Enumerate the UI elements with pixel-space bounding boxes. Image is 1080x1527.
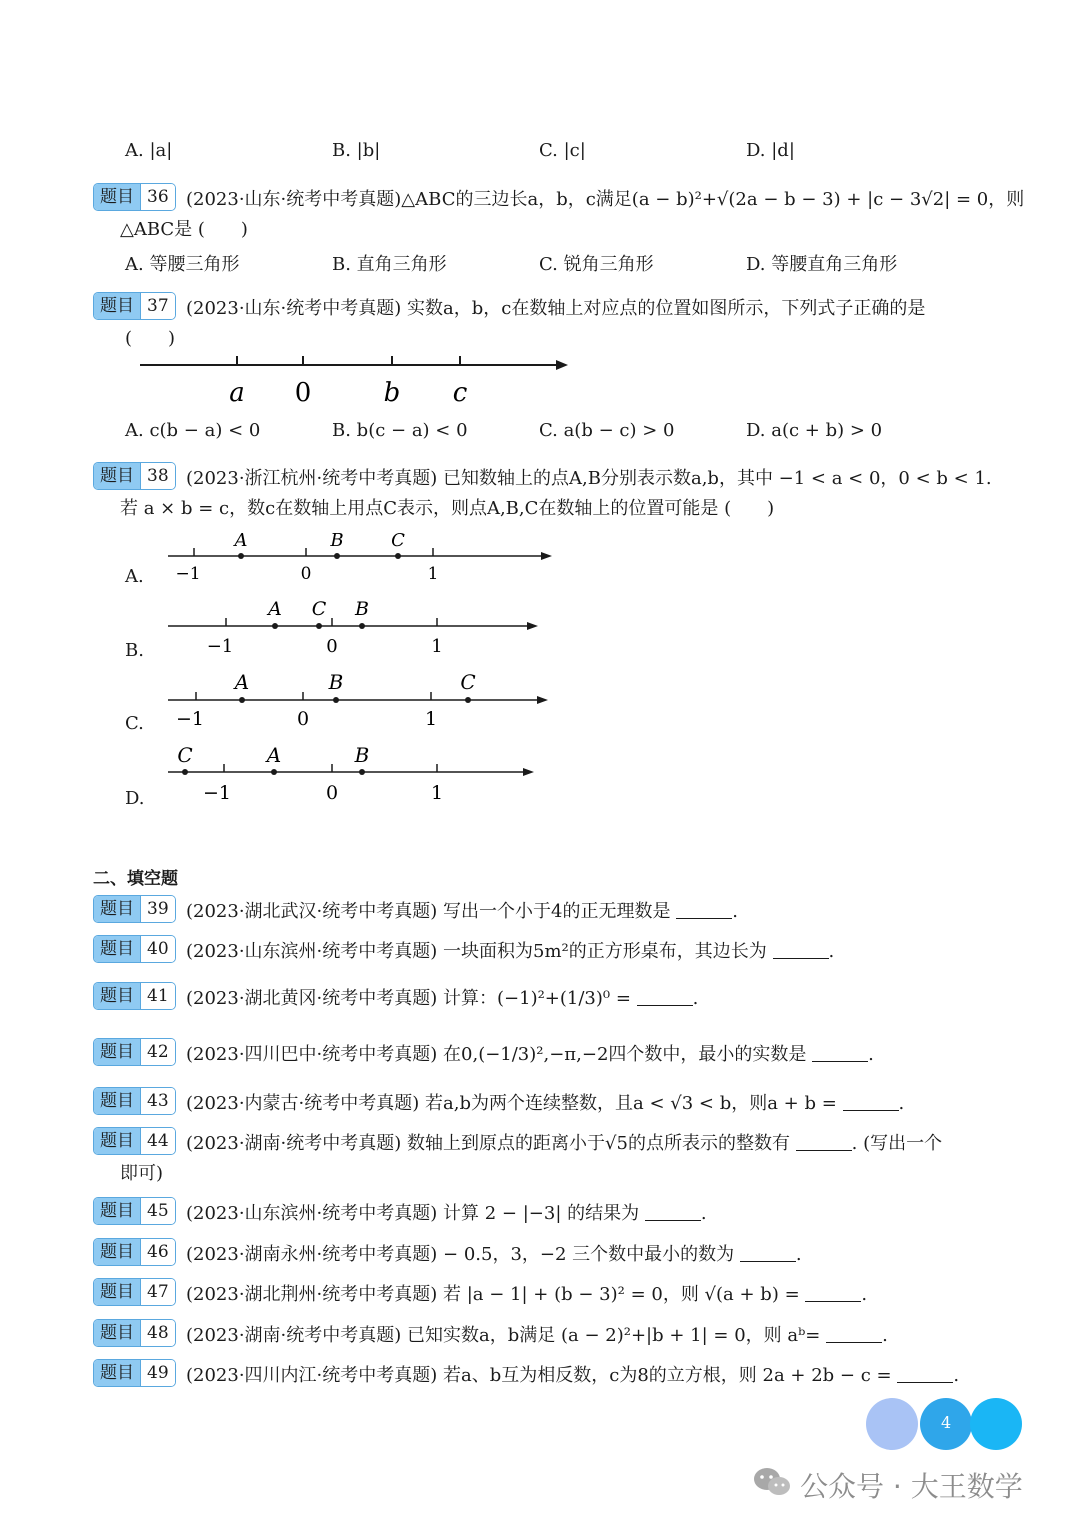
- question-tag-44: [93, 1127, 176, 1155]
- question-tag-38: [93, 462, 176, 490]
- question-tag-42: [93, 1038, 176, 1066]
- question-tag-40: [93, 935, 176, 963]
- q36-stem-cont: △ABC是 ( ): [120, 219, 248, 240]
- q38-option-a-label: A.: [125, 566, 144, 587]
- tick-one: 1: [431, 636, 443, 657]
- wechat-icon: [752, 1466, 792, 1498]
- q43-post: .: [898, 1093, 905, 1114]
- tag-number: 44: [140, 1128, 175, 1154]
- answer-blank[interactable]: [645, 1219, 701, 1221]
- point-b: B: [330, 530, 344, 551]
- q48-text: (2023·湖南·统考中考真题) 已知实数a，b满足 (a − 2)²+|b + 1| = 0，则 aᵇ=: [186, 1325, 821, 1346]
- point-c: C: [460, 670, 476, 694]
- q37-option-d: D. a(c + b) > 0: [746, 420, 883, 441]
- q45-stem: [186, 1199, 707, 1225]
- q43-text: (2023·内蒙古·统考中考真题) 若a,b为两个连续整数，且a < √3 < b，则a + b =: [186, 1093, 837, 1114]
- tag-label: 题目: [94, 184, 140, 210]
- answer-blank[interactable]: [637, 1004, 693, 1006]
- q38-option-b-label: B.: [125, 640, 144, 661]
- tag-number: 45: [140, 1198, 175, 1224]
- q36-option-a: A. 等腰三角形: [125, 254, 240, 275]
- q37-option-a: A. c(b − a) < 0: [125, 420, 261, 441]
- q46-stem: [186, 1240, 802, 1266]
- q40-text: (2023·山东滨州·统考中考真题) 一块面积为5m²的正方形桌布，其边长为: [186, 941, 767, 962]
- q42-text: (2023·四川巴中·统考中考真题) 在0,(−1/3)²,−π,−2四个数中，最小的实数是: [186, 1044, 807, 1065]
- tag-number: 46: [140, 1239, 175, 1265]
- tick-minus-one: −1: [206, 636, 234, 657]
- page-decoration-left: [866, 1398, 918, 1450]
- q38-option-c-label: C.: [125, 713, 144, 734]
- tag-label: 题目: [94, 1279, 140, 1305]
- q44-text: (2023·湖南·统考中考真题) 数轴上到原点的距离小于√5的点所表示的整数有: [186, 1133, 790, 1154]
- axis-label-a: a: [229, 378, 245, 408]
- tag-label: 题目: [94, 1198, 140, 1224]
- option-b: B. |b|: [332, 140, 381, 161]
- q47-post: .: [861, 1284, 868, 1305]
- q38-stem-cont: 若 a × b = c，数c在数轴上用点C表示，则点A,B,C在数轴上的位置可能是 ( ): [120, 498, 775, 519]
- axis-label-b: b: [383, 378, 401, 408]
- q38-option-a-number-line: [160, 528, 560, 588]
- tick-one: 1: [427, 564, 439, 584]
- q45-text: (2023·山东滨州·统考中考真题) 计算 2 − |−3| 的结果为: [186, 1203, 640, 1224]
- point-a: A: [268, 598, 282, 620]
- answer-blank[interactable]: [843, 1109, 899, 1111]
- tag-number: 43: [140, 1088, 175, 1114]
- tick-minus-one: −1: [175, 564, 201, 584]
- q42-stem: [186, 1040, 874, 1066]
- tag-label: 题目: [94, 936, 140, 962]
- q41-stem: [186, 984, 698, 1010]
- page-decoration-right: [970, 1398, 1022, 1450]
- tick-zero: 0: [325, 782, 339, 804]
- tag-number: 37: [140, 293, 175, 319]
- q39-text: (2023·湖北武汉·统考中考真题) 写出一个小于4的正无理数是: [186, 901, 671, 922]
- q38-option-d-number-line: [160, 740, 560, 806]
- q38-option-d-label: D.: [125, 788, 145, 809]
- tag-label: 题目: [94, 1239, 140, 1265]
- option-c: C. |c|: [539, 140, 586, 161]
- answer-blank[interactable]: [812, 1060, 868, 1062]
- answer-blank[interactable]: [676, 917, 732, 919]
- answer-blank[interactable]: [805, 1300, 861, 1302]
- tick-one: 1: [430, 782, 444, 804]
- point-b: B: [354, 743, 370, 767]
- question-tag-43: [93, 1087, 176, 1115]
- q44-stem: [186, 1129, 942, 1155]
- q38-option-c-number-line: [160, 668, 560, 732]
- tag-number: 47: [140, 1279, 175, 1305]
- tag-number: 39: [140, 896, 175, 922]
- answer-blank[interactable]: [897, 1381, 953, 1383]
- point-c: C: [391, 530, 405, 551]
- tick-minus-one: −1: [202, 782, 232, 804]
- question-tag-45: [93, 1197, 176, 1225]
- q37-stem-cont: ( ): [125, 328, 176, 349]
- q36-option-d: D. 等腰直角三角形: [746, 254, 898, 275]
- q37-option-c: C. a(b − c) > 0: [539, 420, 675, 441]
- option-d: D. |d|: [746, 140, 795, 161]
- q45-post: .: [700, 1203, 707, 1224]
- q36-option-b: B. 直角三角形: [332, 254, 447, 275]
- page-number: 4: [941, 1413, 952, 1432]
- q38-stem: (2023·浙江杭州·统考中考真题) 已知数轴上的点A,B分别表示数a,b，其中 −1 < a < 0，0 < b < 1.: [186, 468, 992, 489]
- question-tag-36: [93, 183, 176, 211]
- answer-blank[interactable]: [826, 1341, 882, 1343]
- tag-number: 42: [140, 1039, 175, 1065]
- tag-label: 题目: [94, 1360, 140, 1386]
- question-tag-41: [93, 982, 176, 1010]
- q49-text: (2023·四川内江·统考中考真题) 若a、b互为相反数，c为8的立方根，则 2a + 2b − c =: [186, 1365, 892, 1386]
- q43-stem: [186, 1089, 904, 1115]
- footer-watermark: 公众号 · 大王数学: [800, 1470, 1023, 1503]
- answer-blank[interactable]: [740, 1260, 796, 1262]
- tag-label: 题目: [94, 1039, 140, 1065]
- point-a: A: [234, 530, 248, 551]
- tag-number: 40: [140, 936, 175, 962]
- tag-number: 48: [140, 1320, 175, 1346]
- tag-label: 题目: [94, 1320, 140, 1346]
- q49-stem: [186, 1361, 959, 1387]
- question-tag-37: [93, 292, 176, 320]
- tag-number: 38: [140, 463, 175, 489]
- tag-number: 49: [140, 1360, 175, 1386]
- q46-post: .: [795, 1244, 802, 1265]
- q37-stem: (2023·山东·统考中考真题) 实数a，b，c在数轴上对应点的位置如图所示，下列式子正确的是: [186, 298, 926, 319]
- question-tag-39: [93, 895, 176, 923]
- axis-label-zero: 0: [294, 378, 312, 408]
- q47-text: (2023·湖北荆州·统考中考真题) 若 |a − 1| + (b − 3)² = 0，则 √(a + b) =: [186, 1284, 800, 1305]
- question-tag-46: [93, 1238, 176, 1266]
- q38-option-b-number-line: [160, 596, 560, 660]
- q46-text: (2023·湖南永州·统考中考真题) − 0.5，3，−2 三个数中最小的数为: [186, 1244, 735, 1265]
- q39-stem: [186, 897, 738, 923]
- q48-stem: [186, 1321, 888, 1347]
- q40-post: .: [828, 941, 835, 962]
- q47-stem: [186, 1280, 867, 1306]
- tag-label: 题目: [94, 983, 140, 1009]
- tick-zero: 0: [296, 708, 310, 730]
- tick-zero: 0: [326, 636, 338, 657]
- q41-text: (2023·湖北黄冈·统考中考真题) 计算：(−1)²+(1/3)⁰ =: [186, 988, 631, 1009]
- q36-option-c: C. 锐角三角形: [539, 254, 654, 275]
- point-c: C: [177, 743, 193, 767]
- tag-number: 36: [140, 184, 175, 210]
- q42-post: .: [868, 1044, 874, 1065]
- question-tag-47: [93, 1278, 176, 1306]
- q37-option-b: B. b(c − a) < 0: [332, 420, 468, 441]
- tag-label: 题目: [94, 1128, 140, 1154]
- q49-post: .: [953, 1365, 960, 1386]
- answer-blank[interactable]: [796, 1149, 852, 1151]
- question-tag-48: [93, 1319, 176, 1347]
- tag-number: 41: [140, 983, 175, 1009]
- point-a: A: [266, 743, 282, 767]
- tag-label: 题目: [94, 463, 140, 489]
- q40-stem: [186, 937, 834, 963]
- q39-post: .: [732, 901, 738, 922]
- tag-label: 题目: [94, 896, 140, 922]
- q36-stem: (2023·山东·统考中考真题)△ABC的三边长a，b，c满足(a − b)²+√(2a − b − 3) + |c − 3√2| = 0，则: [186, 189, 1025, 210]
- q37-number-line: [130, 345, 580, 415]
- tag-label: 题目: [94, 293, 140, 319]
- point-b: B: [355, 598, 369, 620]
- question-tag-49: [93, 1359, 176, 1387]
- answer-blank[interactable]: [773, 957, 829, 959]
- q44-stem-cont: 即可): [120, 1163, 164, 1184]
- option-a: A. |a|: [125, 140, 173, 161]
- section-title: 二、填空题: [93, 869, 178, 889]
- tick-minus-one: −1: [175, 708, 205, 730]
- q48-post: .: [882, 1325, 888, 1346]
- q41-post: .: [692, 988, 699, 1009]
- q44-post: . (写出一个: [851, 1133, 943, 1154]
- tick-one: 1: [424, 708, 438, 730]
- axis-label-c: c: [452, 378, 468, 408]
- tick-zero: 0: [300, 564, 312, 584]
- point-b: B: [328, 670, 344, 694]
- point-a: A: [234, 670, 250, 694]
- tag-label: 题目: [94, 1088, 140, 1114]
- point-c: C: [311, 598, 327, 620]
